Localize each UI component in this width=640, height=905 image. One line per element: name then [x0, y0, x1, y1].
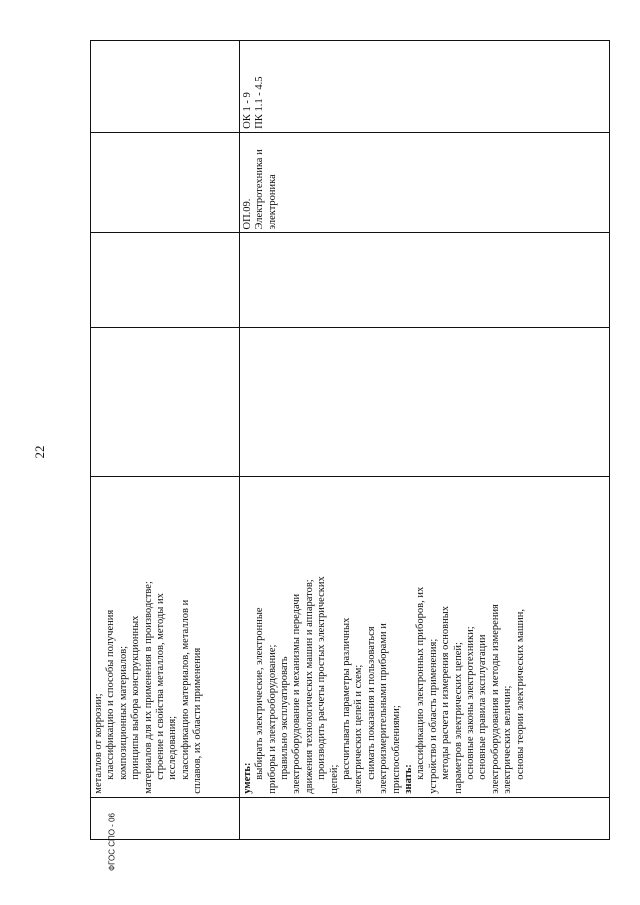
discipline-name-line1: ОП.09. Электротехника и	[241, 149, 266, 230]
requirement-line: композиционных материалов;	[117, 645, 129, 780]
requirement-line: основные правила эксплуатации	[477, 634, 489, 780]
cell-hours-2	[91, 233, 240, 328]
cell-index	[91, 797, 240, 839]
requirement-line: методы расчета и измерения основных	[440, 605, 452, 780]
requirement-line: рассчитывать параметры различных	[341, 617, 352, 780]
skills-heading: уметь:	[241, 762, 253, 794]
cell-discipline	[91, 132, 240, 233]
standards-table-wrapper	[90, 40, 610, 840]
requirement-line: классификацию и способы получения	[105, 609, 117, 780]
requirement-line: строение и свойства металлов, методы их	[155, 593, 167, 780]
requirement-line: правильно эксплуатировать	[278, 656, 290, 780]
cell-discipline	[239, 132, 609, 233]
cell-requirements-materials	[91, 476, 240, 797]
requirement-line: основные законы электротехники;	[465, 626, 477, 780]
cell-competences	[239, 41, 609, 133]
cell-index	[239, 797, 609, 839]
requirement-line: параметров электрических цепей;	[452, 642, 464, 794]
requirement-line: классификацию электронных приборов, их	[415, 586, 427, 780]
requirement-line: электрических величин;	[502, 685, 514, 794]
requirement-line: снимать показания и пользоваться	[365, 626, 377, 780]
cell-hours	[239, 328, 609, 477]
cell-competences	[91, 41, 240, 133]
footer-code: ФГОС СПО - 06	[107, 813, 117, 871]
requirement-line: приспособлениями;	[390, 705, 402, 794]
cell-hours-2	[239, 233, 609, 328]
page-number: 22	[32, 445, 47, 459]
requirement-line: электроизмерительными приборами и	[378, 623, 390, 794]
professional-competences: ПК 1.1 - 4.5	[254, 76, 266, 129]
requirement-line: материалов для их применения в производстве;	[142, 581, 154, 794]
requirement-line: исследования;	[167, 715, 179, 780]
discipline-name-line2: электроника	[266, 174, 278, 230]
standards-table	[90, 40, 610, 840]
requirement-line: цепей;	[328, 764, 340, 794]
cell-hours	[91, 328, 240, 477]
requirement-line: движения технологических машин и аппаратов;	[303, 579, 315, 794]
requirement-line: приборы и электрооборудование;	[266, 644, 278, 794]
cell-requirements-electrotechnics	[239, 476, 609, 797]
requirement-line: сплавов, их области применения	[192, 647, 204, 794]
requirement-line: выбирать электрические, электронные	[254, 607, 266, 780]
requirement-line: электрооборудование и механизмы передачи	[291, 593, 303, 794]
table-row-materials	[91, 41, 240, 840]
table-row-electrotechnics	[239, 41, 609, 840]
requirement-line: устройство и область применения;	[427, 638, 439, 794]
requirement-line: основы теории электрических машин,	[514, 608, 526, 780]
requirement-line: электрооборудования и методы измерения	[489, 604, 501, 794]
requirement-line: электрических цепей и схем;	[353, 664, 365, 794]
requirement-line: принципы выбора конструкционных	[130, 615, 142, 780]
knowledge-heading: знать:	[403, 764, 415, 794]
requirement-line: металлов от коррозии;	[93, 693, 104, 794]
requirement-line: производить расчеты простых электрических	[316, 576, 328, 780]
requirement-line: классификацию материалов, металлов и	[179, 599, 191, 780]
general-competences: ОК 1 - 9	[241, 92, 253, 129]
